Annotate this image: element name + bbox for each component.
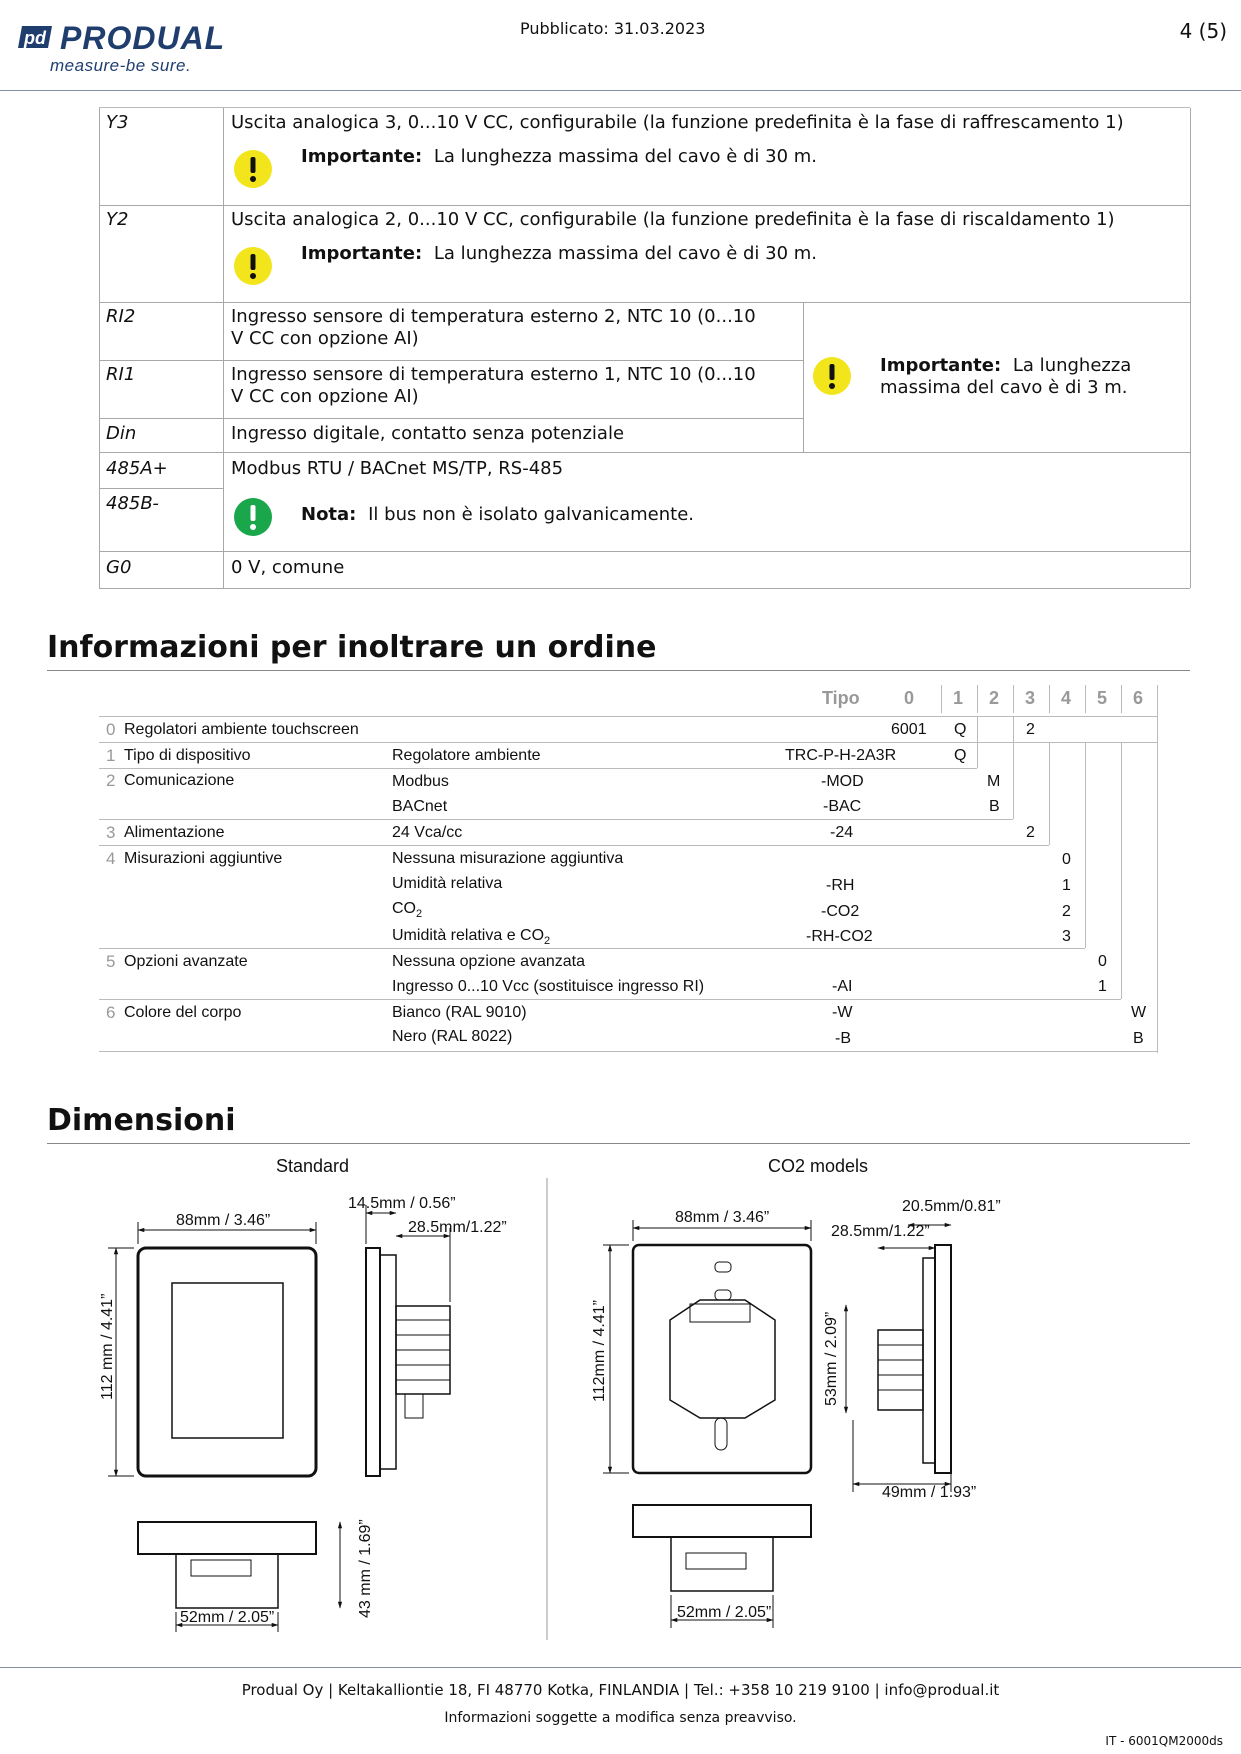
row-line — [99, 845, 1049, 846]
order-head-col: 5 — [1097, 688, 1108, 708]
note-label: Importante: — [880, 355, 1002, 376]
col-sep — [941, 685, 942, 713]
order-row-label: Tipo di dispositivo — [124, 747, 251, 764]
row-line — [99, 716, 1157, 717]
table-side-divider — [803, 302, 804, 452]
order-row-label: Misurazioni aggiuntive — [124, 850, 283, 867]
order-code: -RH-CO2 — [806, 928, 873, 945]
order-option: Nessuna misurazione aggiuntiva — [392, 850, 624, 867]
order-value: 3 — [1062, 928, 1071, 945]
section-title-order: Informazioni per inoltrare un ordine — [47, 630, 657, 665]
order-row-num: 4 — [106, 849, 116, 868]
footer-doc-id: IT - 6001QM2000ds — [1105, 1734, 1223, 1748]
standard-side-view — [366, 1248, 380, 1476]
co2-bottom-view — [633, 1505, 811, 1537]
order-option — [392, 927, 550, 950]
col-sep — [977, 685, 978, 713]
terminal-code: G0 — [106, 557, 132, 578]
order-head-col: 3 — [1025, 688, 1036, 708]
logo-text: PRODUAL — [60, 20, 226, 56]
order-value: B — [989, 798, 1000, 815]
dim-co2-height: 112mm / 4.41” — [591, 1300, 608, 1402]
order-value: 0 — [1062, 851, 1071, 868]
warning-icon — [233, 246, 273, 286]
step-line — [977, 716, 978, 742]
order-value: 2 — [1026, 721, 1035, 738]
order-option: BACnet — [392, 798, 448, 815]
order-value: W — [1131, 1004, 1147, 1021]
header-divider — [0, 90, 1241, 91]
note-label: Importante: — [301, 243, 423, 264]
table-border-right — [1190, 108, 1191, 588]
order-value: Q — [954, 747, 967, 764]
order-value: 2 — [1026, 824, 1035, 841]
terminal-code: 485B- — [106, 493, 159, 514]
order-head-col: 1 — [953, 688, 964, 708]
order-option: 24 Vca/cc — [392, 824, 463, 841]
terminal-desc-line1: Ingresso sensore di temperatura esterno 1, NTC 10 (0...10 — [231, 364, 756, 385]
order-option: Regolatore ambiente — [392, 747, 541, 764]
terminal-code: 485A+ — [106, 458, 168, 479]
terminal-desc: Modbus RTU / BACnet MS/TP, RS-485 — [231, 458, 564, 479]
terminal-code: RI2 — [106, 306, 136, 327]
table-row-line — [99, 452, 1190, 453]
table-row-line — [99, 551, 1190, 552]
dim-co2-depth1: 20.5mm/0.81” — [902, 1198, 1001, 1215]
table-border-bottom — [99, 588, 1190, 589]
order-option: Ingresso 0...10 Vcc (sostituisce ingresso RI) — [392, 978, 705, 995]
section-title-dimensions: Dimensioni — [47, 1103, 236, 1138]
order-head-col: 2 — [989, 688, 1000, 708]
dim-co2-depth2: 28.5mm/1.22” — [831, 1223, 930, 1240]
order-value: Q — [954, 721, 967, 738]
table-row-line — [99, 488, 223, 489]
dim-standard-bottom-height: 43 mm / 1.69” — [357, 1519, 374, 1618]
order-row-label: Comunicazione — [124, 772, 235, 789]
table-row-line — [99, 418, 803, 419]
order-option: Nessuna opzione avanzata — [392, 953, 586, 970]
order-row-num: 6 — [106, 1003, 116, 1022]
warning-note — [301, 146, 817, 168]
dim-standard-height: 112 mm / 4.41” — [99, 1293, 116, 1400]
order-row-label: Alimentazione — [124, 824, 225, 841]
standard-bottom-view — [138, 1522, 316, 1554]
order-option-sub: 2 — [416, 908, 423, 921]
note-text-line2: massima del cavo è di 3 m. — [880, 377, 1128, 398]
order-row-label: Regolatori ambiente touchscreen — [124, 721, 359, 738]
footer-divider — [0, 1667, 1241, 1668]
dim-standard-depth1: 14.5mm / 0.56” — [348, 1195, 456, 1212]
section-divider — [47, 670, 1190, 671]
warning-icon — [812, 356, 852, 396]
col-sep — [1049, 685, 1050, 713]
step-line — [1085, 742, 1086, 948]
terminal-code: RI1 — [106, 364, 136, 385]
order-row-num: 3 — [106, 823, 116, 842]
terminal-desc: Ingresso digitale, contatto senza potenziale — [231, 423, 625, 444]
dim-co2-depth3: 49mm / 1.93” — [882, 1484, 977, 1501]
note-text-line1: La lunghezza — [1012, 355, 1132, 376]
table-col-divider — [223, 108, 224, 588]
order-head-col: 0 — [904, 688, 915, 708]
svg-text:pd: pd — [24, 28, 46, 48]
order-option: Modbus — [392, 773, 449, 790]
table-border-left — [99, 108, 100, 588]
order-code: -B — [835, 1030, 851, 1047]
order-row-num: 5 — [106, 952, 116, 971]
order-option: Bianco (RAL 9010) — [392, 1004, 527, 1021]
order-value: 2 — [1062, 903, 1071, 920]
table-row-line — [99, 302, 1190, 303]
terminal-code: Y3 — [106, 112, 129, 133]
order-option — [392, 900, 422, 923]
order-code: -MOD — [821, 773, 864, 790]
note-label: Importante: — [301, 146, 423, 167]
step-line — [977, 742, 978, 768]
terminal-code: Y2 — [106, 209, 129, 230]
note-text: Il bus non è isolato galvanicamente. — [368, 504, 694, 525]
co2-side-view — [935, 1245, 951, 1473]
col-sep — [1085, 685, 1086, 713]
row-line — [99, 768, 977, 769]
section-divider — [47, 1143, 1190, 1144]
dim-co2-inner-height: 53mm / 2.09” — [823, 1311, 840, 1406]
note-label: Nota: — [301, 504, 357, 525]
step-line — [1013, 742, 1014, 819]
table-row-line — [99, 205, 1190, 206]
order-value: 1 — [1062, 877, 1071, 894]
order-code: -RH — [826, 877, 855, 894]
order-code: TRC-P-H-2A3R — [785, 747, 897, 764]
order-option-text: Umidità relativa e CO — [392, 927, 545, 944]
order-value: B — [1133, 1030, 1144, 1047]
dim-standard-width: 88mm / 3.46” — [176, 1212, 271, 1229]
step-line — [1121, 742, 1122, 999]
produal-logo — [16, 20, 236, 78]
dimension-drawings — [0, 1145, 1241, 1645]
order-code: 6001 — [891, 721, 927, 738]
order-head-col: 6 — [1133, 688, 1144, 708]
step-line — [1013, 716, 1014, 742]
order-row-num: 2 — [106, 771, 116, 790]
note-text: La lunghezza massima del cavo è di 30 m. — [433, 146, 818, 167]
order-code: -24 — [830, 824, 854, 841]
terminal-code: Din — [106, 423, 137, 444]
terminal-desc-line1: Ingresso sensore di temperatura esterno 2, NTC 10 (0...10 — [231, 306, 756, 327]
order-code: -BAC — [823, 798, 862, 815]
order-option: Umidità relativa — [392, 875, 503, 892]
order-option-sub: 2 — [544, 935, 551, 948]
order-row-label: Opzioni avanzate — [124, 953, 248, 970]
side-warning-note — [880, 355, 1180, 399]
col-sep — [1157, 685, 1158, 1053]
order-row-label: Colore del corpo — [124, 1004, 242, 1021]
produal-logo-mark-icon — [16, 22, 56, 52]
note-icon — [233, 497, 273, 537]
terminal-desc: Uscita analogica 2, 0...10 V CC, configurabile (la funzione predefinita è la fase di riscaldamento 1) — [231, 209, 1115, 230]
order-value: 0 — [1098, 953, 1107, 970]
col-sep — [1013, 685, 1014, 713]
row-line — [99, 1051, 1157, 1052]
order-option-text: CO — [392, 900, 416, 917]
co2-front-view — [633, 1245, 811, 1473]
footer-contact: Produal Oy | Keltakalliontie 18, FI 48770 Kotka, FINLANDIA | Tel.: +358 10 219 9100 | info@produal.it — [241, 1681, 1000, 1699]
published-date: Pubblicato: 31.03.2023 — [520, 19, 706, 38]
order-row-num: 0 — [106, 720, 116, 739]
standard-front-view — [138, 1248, 316, 1476]
warning-note — [301, 243, 817, 265]
row-line — [99, 742, 1157, 743]
step-line — [1049, 742, 1050, 845]
row-line — [99, 999, 1121, 1000]
dim-label-standard: Standard — [276, 1156, 350, 1176]
col-sep — [1121, 685, 1122, 713]
bus-note — [301, 504, 694, 526]
row-line — [99, 819, 1013, 820]
dim-label-co2: CO2 models — [768, 1156, 869, 1176]
terminal-desc-line2: V CC con opzione AI) — [231, 328, 419, 349]
table-row-line — [99, 360, 803, 361]
order-head-tipo: Tipo — [822, 688, 860, 708]
order-code: -CO2 — [821, 903, 860, 920]
order-value: M — [987, 773, 1001, 790]
terminal-desc-line2: V CC con opzione AI) — [231, 386, 419, 407]
row-line — [99, 948, 1085, 949]
dim-standard-depth2: 28.5mm/1.22” — [408, 1219, 507, 1236]
page-number: 4 (5) — [1179, 19, 1227, 43]
order-head-col: 4 — [1061, 688, 1072, 708]
order-code-table — [99, 683, 1159, 1053]
dim-standard-bottom-width: 52mm / 2.05” — [180, 1609, 275, 1626]
dim-co2-width: 88mm / 3.46” — [675, 1209, 770, 1226]
terminal-desc: Uscita analogica 3, 0...10 V CC, configurabile (la funzione predefinita è la fase di raffrescamento 1) — [231, 112, 1124, 133]
footer-disclaimer: Informazioni soggette a modifica senza preavviso. — [444, 1710, 797, 1726]
order-row-num: 1 — [106, 746, 116, 765]
order-option: Nero (RAL 8022) — [392, 1028, 513, 1045]
terminal-desc: 0 V, comune — [231, 557, 345, 578]
warning-icon — [233, 149, 273, 189]
order-value: 1 — [1098, 978, 1107, 995]
order-code: -AI — [832, 978, 853, 995]
dim-co2-bottom-width: 52mm / 2.05” — [677, 1604, 772, 1621]
note-text: La lunghezza massima del cavo è di 30 m. — [433, 243, 818, 264]
logo-tagline: measure-be sure. — [50, 56, 192, 75]
terminal-table — [99, 107, 1190, 587]
order-code: -W — [832, 1004, 853, 1021]
